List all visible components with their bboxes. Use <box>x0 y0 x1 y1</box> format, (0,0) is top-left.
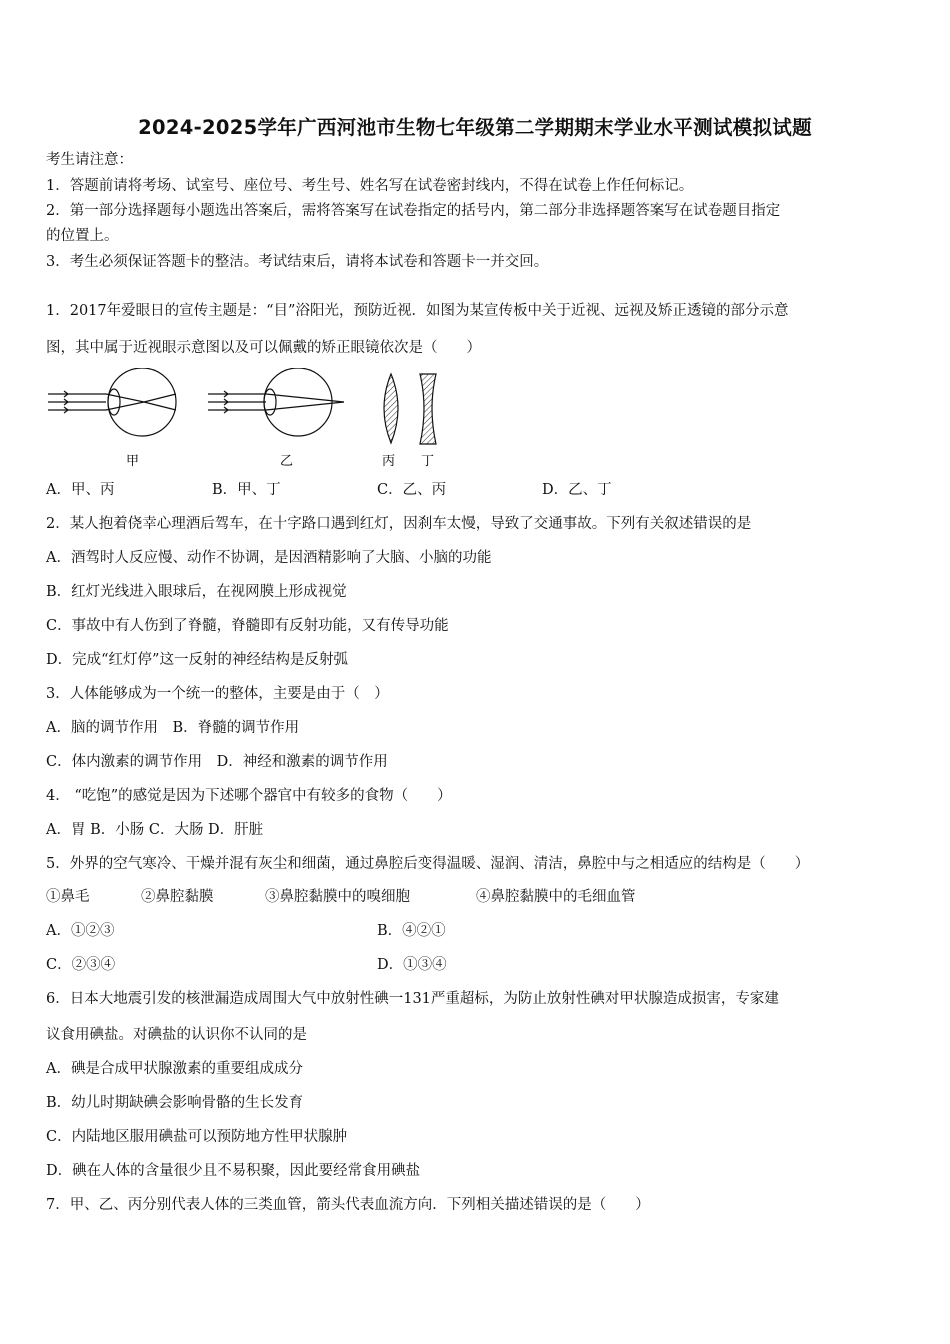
q1-stem-line1: 1．2017年爱眼日的宣传主题是：“目”浴阳光，预防近视．如图为某宣传板中关于近视、远视及矫正透镜的部分示意 <box>46 303 789 319</box>
q6-stem-line2: 议食用碘盐。对碘盐的认识你不认同的是 <box>46 1027 307 1043</box>
q6-option-d[interactable]: D．碘在人体的含量很少且不易积聚，因此要经常食用碘盐 <box>46 1163 421 1179</box>
q3-stem: 3．人体能够成为一个统一的整体，主要是由于（ ） <box>46 686 389 702</box>
label-ding: 丁 <box>421 454 435 469</box>
exam-title: 2024-2025学年广西河池市生物七年级第二学期期末学业水平测试模拟试题 <box>138 116 812 139</box>
q4-options[interactable]: A．胃 B．小肠 C．大肠 D．肝脏 <box>46 822 264 838</box>
notice-item-3: 3．考生必须保证答题卡的整洁。考试结束后，请将本试卷和答题卡一并交回。 <box>46 254 549 270</box>
q1-stem-line2: 图，其中属于近视眼示意图以及可以佩戴的矫正眼镜依次是（ ） <box>46 340 481 356</box>
q5-option-c[interactable]: C．②③④ <box>46 957 116 973</box>
q5-item-4: ④鼻腔黏膜中的毛细血管 <box>476 889 636 905</box>
q1-option-c[interactable]: C．乙、丙 <box>377 482 447 498</box>
label-bing: 丙 <box>382 454 396 469</box>
q5-option-d[interactable]: D．①③④ <box>377 957 447 973</box>
q5-item-3: ③鼻腔黏膜中的嗅细胞 <box>265 889 410 905</box>
concave-lens-ding <box>420 374 436 444</box>
q2-option-a[interactable]: A．酒驾时人反应慢、动作不协调，是因酒精影响了大脑、小脑的功能 <box>46 550 492 566</box>
q1-option-a[interactable]: A．甲、丙 <box>46 482 115 498</box>
q3-options-ab[interactable]: A．脑的调节作用 B．脊髓的调节作用 <box>46 720 300 736</box>
q2-option-c[interactable]: C．事故中有人伤到了脊髓，脊髓即有反射功能，又有传导功能 <box>46 618 449 634</box>
q6-option-c[interactable]: C．内陆地区服用碘盐可以预防地方性甲状腺肿 <box>46 1129 348 1145</box>
convex-lens-bing <box>384 374 398 443</box>
q3-options-cd[interactable]: C．体内激素的调节作用 D．神经和激素的调节作用 <box>46 754 388 770</box>
q7-stem: 7．甲、乙、丙分别代表人体的三类血管，箭头代表血流方向．下列相关描述错误的是（ ） <box>46 1197 650 1213</box>
q1-option-b[interactable]: B．甲、丁 <box>212 482 281 498</box>
notice-heading: 考生请注意： <box>46 152 133 168</box>
q5-option-a[interactable]: A．①②③ <box>46 923 115 939</box>
q5-stem: 5．外界的空气寒冷、干燥并混有灰尘和细菌，通过鼻腔后变得温暖、湿润、清洁，鼻腔中与之相适应的结构是（ ） <box>46 856 810 872</box>
q6-option-b[interactable]: B．幼儿时期缺碘会影响骨骼的生长发育 <box>46 1095 304 1111</box>
label-jia: 甲 <box>126 454 140 469</box>
q5-item-2: ②鼻腔黏膜 <box>141 889 214 905</box>
notice-item-2-cont: 的位置上。 <box>46 228 119 244</box>
notice-item-1: 1．答题前请将考场、试室号、座位号、考生号、姓名写在试卷密封线内，不得在试卷上作任何标记。 <box>46 178 694 194</box>
q5-option-b[interactable]: B．④②① <box>377 923 446 939</box>
q1-eye-lens-figure <box>44 368 464 472</box>
label-yi: 乙 <box>280 454 294 469</box>
q2-option-b[interactable]: B．红灯光线进入眼球后，在视网膜上形成视觉 <box>46 584 347 600</box>
q6-stem-line1: 6．日本大地震引发的核泄漏造成周围大气中放射性碘一131严重超标，为防止放射性碘对甲状腺造成损害，专家建 <box>46 991 779 1007</box>
q4-stem: 4． “吃饱”的感觉是因为下述哪个器官中有较多的食物（ ） <box>46 788 452 804</box>
q5-item-1: ①鼻毛 <box>46 889 90 905</box>
eye-diagram-yi <box>208 368 344 436</box>
q6-option-a[interactable]: A．碘是合成甲状腺激素的重要组成成分 <box>46 1061 303 1077</box>
q2-stem: 2．某人抱着侥幸心理酒后驾车，在十字路口遇到红灯，因刹车太慢，导致了交通事故。下列有关叙述错误的是 <box>46 516 752 532</box>
notice-item-2: 2．第一部分选择题每小题选出答案后，需将答案写在试卷指定的括号内，第二部分非选择题答案写在试卷题目指定 <box>46 203 781 219</box>
eye-diagram-jia <box>48 368 176 436</box>
q1-option-d[interactable]: D．乙、丁 <box>542 482 612 498</box>
q2-option-d[interactable]: D．完成“红灯停”这一反射的神经结构是反射弧 <box>46 652 348 668</box>
